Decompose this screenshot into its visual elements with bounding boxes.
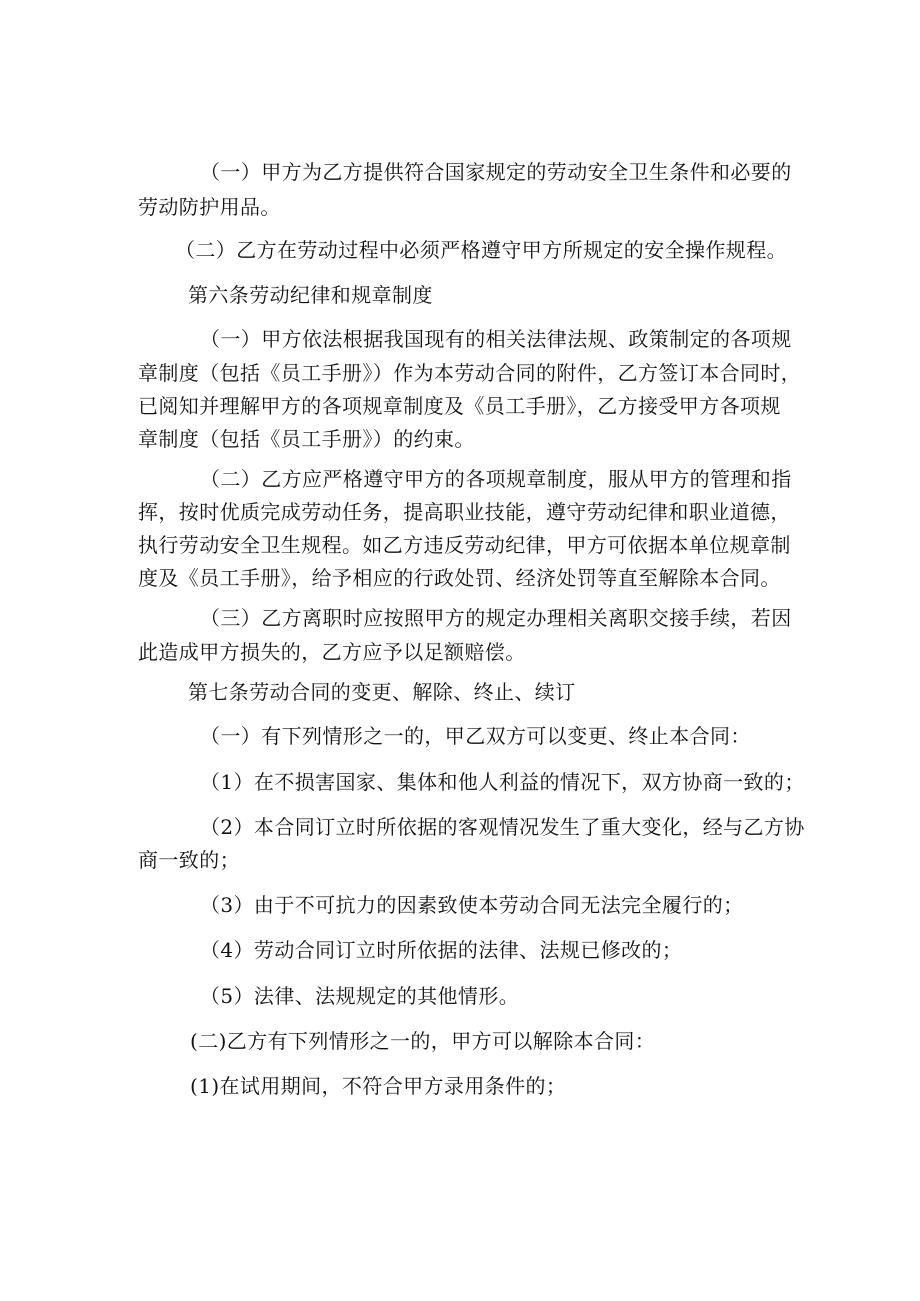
list-item: （4）劳动合同订立时所依据的法律、法规已修改的； [200,938,683,962]
list-item: (1)在试用期间，不符合甲方录用条件的； [190,1074,567,1098]
text-line: 已阅知并理解甲方的各项规章制度及《员工手册》，乙方接受甲方各项规 [138,394,781,418]
list-item: （3）由于不可抗力的因素致使本劳动合同无法完全履行的； [200,893,744,917]
section-heading: 第七条劳动合同的变更、解除、终止、续订 [188,680,576,704]
text-line: （二）乙方应严格遵守甲方的各项规章制度，服从甲方的管理和指 [200,467,792,491]
text-line: （二）乙方在劳动过程中必须严格遵守甲方所规定的安全操作规程。 [175,238,787,262]
text-line: 商一致的； [138,848,240,872]
section-heading: 第六条劳动纪律和规章制度 [188,283,433,307]
text-line: 挥，按时优质完成劳动任务，提高职业技能，遵守劳动纪律和职业道德， [138,500,791,524]
list-item: （1）在不损害国家、集体和他人利益的情况下，双方协商一致的； [200,770,805,794]
text-line: （三）乙方离职时应按照甲方的规定办理相关离职交接手续，若因 [200,606,792,630]
list-item: （5）法律、法规规定的其他情形。 [200,984,520,1008]
text-line: (二)乙方有下列情形之一的，甲方可以解除本合同： [190,1029,656,1053]
text-line: 此造成甲方损失的，乙方应予以足额赔偿。 [138,640,526,664]
text-line: 度及《员工手册》，给予相应的行政处罚、经济处罚等直至解除本合同。 [138,566,781,590]
text-line: 章制度（包括《员工手册》）作为本劳动合同的附件，乙方签订本合同时， [138,361,802,385]
text-line: （一）甲方依法根据我国现有的相关法律法规、政策制定的各项规 [200,327,792,351]
text-line: 劳动防护用品。 [138,195,281,219]
list-item: （2）本合同订立时所依据的客观情况发生了重大变化，经与乙方协 [200,815,805,839]
text-line: 执行劳动安全卫生规程。如乙方违反劳动纪律，甲方可依据本单位规章制 [138,533,791,557]
text-line: （一）甲方为乙方提供符合国家规定的劳动安全卫生条件和必要的 [200,160,792,184]
text-line: （一）有下列情形之一的，甲乙双方可以变更、终止本合同： [200,724,751,748]
text-line: 章制度（包括《员工手册》）的约束。 [138,427,475,451]
